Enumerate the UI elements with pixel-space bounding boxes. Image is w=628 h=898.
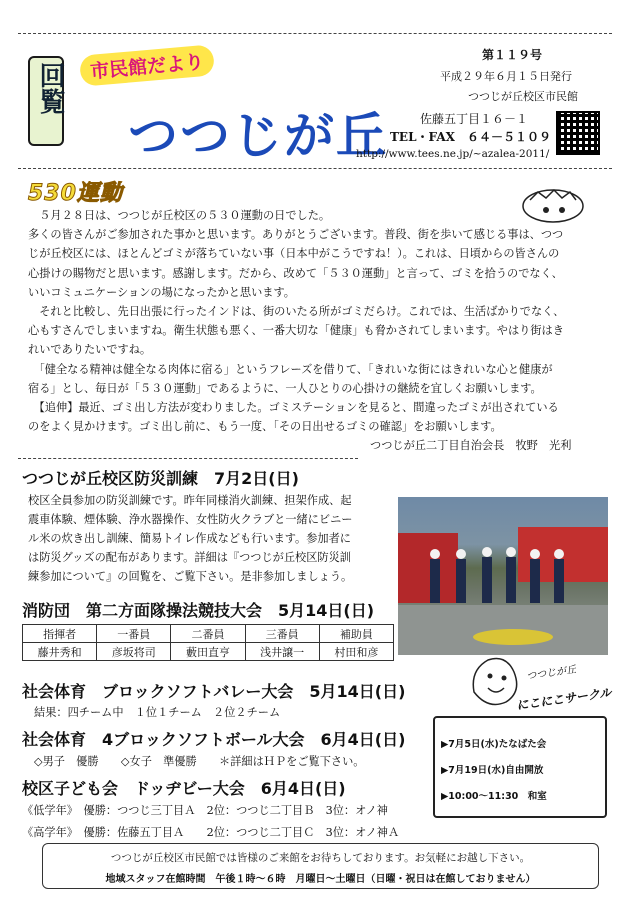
qr-code-icon bbox=[556, 111, 600, 155]
drill-line: 震車体験、煙体験、浄水器操作、女性防火クラブと一緒にビニー bbox=[28, 513, 353, 526]
article-line: 心もすさんでしまいますね。衛生状態も悪く、一番大切な「健康」も脅かされてしまいます。やはり街はき bbox=[28, 324, 564, 338]
volley-heading: 社会体育 ブロックソフトバレー大会 5月14日(日) bbox=[22, 682, 406, 701]
softball-heading: 社会体育 4ブロックソフトボール大会 6月4日(日) bbox=[22, 730, 406, 749]
name-cell: 村田和彦 bbox=[319, 643, 393, 661]
name-cell: 浅井譲一 bbox=[245, 643, 319, 661]
article-line: 心掛けの賜物だと思います。感謝します。だから、改めて「５３０運動」と言って、ゴミを拾うのでなく、 bbox=[28, 266, 563, 280]
address: 佐藤五丁目１６－１ bbox=[420, 112, 529, 126]
role-cell: 補助員 bbox=[319, 625, 393, 643]
article-530-body bbox=[28, 206, 610, 436]
fire-roles-table bbox=[22, 624, 394, 661]
drill-body bbox=[28, 491, 394, 586]
dodgebee-low: 《低学年》 優勝：つつじ三丁目Ａ 2位：つつじ二丁目Ｂ 3位：オノ神 bbox=[22, 804, 388, 817]
table-row bbox=[23, 643, 394, 661]
footer-banner bbox=[42, 843, 599, 889]
article-line: 多くの皆さんがご参加された事かと思います。ありがとうございます。普段、街を歩いて感じる事は、つつ bbox=[28, 228, 564, 242]
newsletter-subtitle: 市民館だより bbox=[79, 44, 215, 87]
section-rule bbox=[18, 458, 358, 459]
article-signature: つつじが丘二丁目自治会長 牧野 光利 bbox=[370, 439, 572, 452]
role-cell: 二番員 bbox=[171, 625, 245, 643]
schedule-item: ▶10:00～11:30 和室 bbox=[441, 791, 547, 802]
name-cell: 藪田直亨 bbox=[171, 643, 245, 661]
drill-heading: つつじが丘校区防災訓練 7月2日(日) bbox=[22, 469, 299, 488]
masthead-rule bbox=[18, 168, 612, 169]
role-cell: 三番員 bbox=[245, 625, 319, 643]
circle-schedule-box bbox=[433, 716, 607, 818]
kairan-badge bbox=[28, 56, 64, 146]
name-cell: 藤井秀和 bbox=[23, 643, 97, 661]
article-line: じが丘校区には、ほとんどゴミが落ちていない事（日本中がこうですね！）。これは、日頃からの皆さんの bbox=[28, 247, 560, 261]
footer-line: つつじが丘校区市民館では皆様のご来館をお待ちしております。お気軽にお越し下さい。 bbox=[110, 852, 531, 864]
schedule-item: ▶7月5日(水)たなばた会 bbox=[441, 739, 547, 750]
circle-title-top: つつじが丘 bbox=[525, 664, 577, 683]
masthead-title: つつじが丘 bbox=[128, 107, 388, 165]
issue-date: 平成２９年６月１５日発行 bbox=[440, 70, 572, 83]
fire-drill-photo bbox=[398, 497, 608, 655]
article-line: 【追伸】最近、ゴミ出し方法が変わりました。ゴミステーションを見ると、間違ったゴミが出されている bbox=[28, 401, 559, 415]
circle-title: にこにこサークル bbox=[515, 685, 613, 713]
role-cell: 指揮者 bbox=[23, 625, 97, 643]
role-cell: 一番員 bbox=[97, 625, 171, 643]
schedule-item: ▶7月19日(水)自由開放 bbox=[441, 765, 544, 776]
dodgebee-heading: 校区子ども会 ドッヂビー大会 6月4日(日) bbox=[22, 779, 346, 798]
article-line: それと比較し、先日出張に行ったインドは、街のいたる所がゴミだらけ。これでは、生活ばかりでなく、 bbox=[28, 305, 565, 319]
drill-line: は防災グッズの配布があります。詳細は『つつじが丘校区防災訓 bbox=[28, 551, 351, 564]
article-line: れいでありたいですね。 bbox=[28, 343, 152, 357]
drill-line: 練参加について』の回覧を、ご覧下さい。是非参加しましょう。 bbox=[28, 570, 353, 583]
article-line: 宿る」とし、毎日が「５３０運動」であるように、一人ひとりの心掛けの継続を宜しくお願いします。 bbox=[28, 381, 542, 395]
tel-fax: TEL・FAX ６４－５１０９ bbox=[390, 130, 551, 144]
article-line: のをよく見かけます。ゴミ出し前に、もう一度、「その日出せるゴミの確認」をお願いします。 bbox=[28, 420, 502, 434]
article-line: 「健全なる精神は健全なる肉体に宿る」というフレーズを借りて、「きれいな街にはきれいな心と健康が bbox=[28, 362, 553, 376]
top-rule bbox=[18, 33, 612, 34]
kairan-text: 回覧 bbox=[35, 62, 65, 114]
volley-result: 結果：四チーム中 １位１チーム ２位２チーム bbox=[34, 706, 281, 719]
fire-heading: 消防団 第二方面隊操法競技大会 5月14日(日) bbox=[22, 601, 375, 620]
drill-line: ル米の炊き出し訓練、簡易トイレ作成なども行います。参加者に bbox=[28, 532, 351, 545]
footer-line: 地域スタッフ在館時間 午後１時～６時 月曜日～土曜日（日曜・祝日は在館しておりません） bbox=[105, 874, 536, 885]
drill-line: 校区全員参加の防災訓練です。昨年同様消火訓練、担架作成、起 bbox=[28, 494, 352, 507]
issue-number: 第１１９号 bbox=[482, 48, 543, 62]
dodgebee-high: 《高学年》 優勝：佐藤五丁目Ａ 2位：つつじ二丁目Ｃ 3位：オノ神Ａ bbox=[22, 826, 400, 839]
name-cell: 彦坂将司 bbox=[97, 643, 171, 661]
softball-result: ◇男子 優勝 ◇女子 準優勝 ＊詳細はＨＰをご覧下さい。 bbox=[34, 755, 365, 768]
article-530-heading: 530運動 bbox=[28, 181, 123, 206]
table-row bbox=[23, 625, 394, 643]
article-line: ５月２８日は、つつじが丘校区の５３０運動の日でした。 bbox=[28, 209, 331, 222]
article-line: いいコミュニケーションの場になったかと思います。 bbox=[28, 285, 295, 299]
org-name: つつじが丘校区市民館 bbox=[468, 90, 578, 103]
website-link[interactable]: http://www.tees.ne.jp/~azalea-2011/ bbox=[356, 148, 550, 160]
